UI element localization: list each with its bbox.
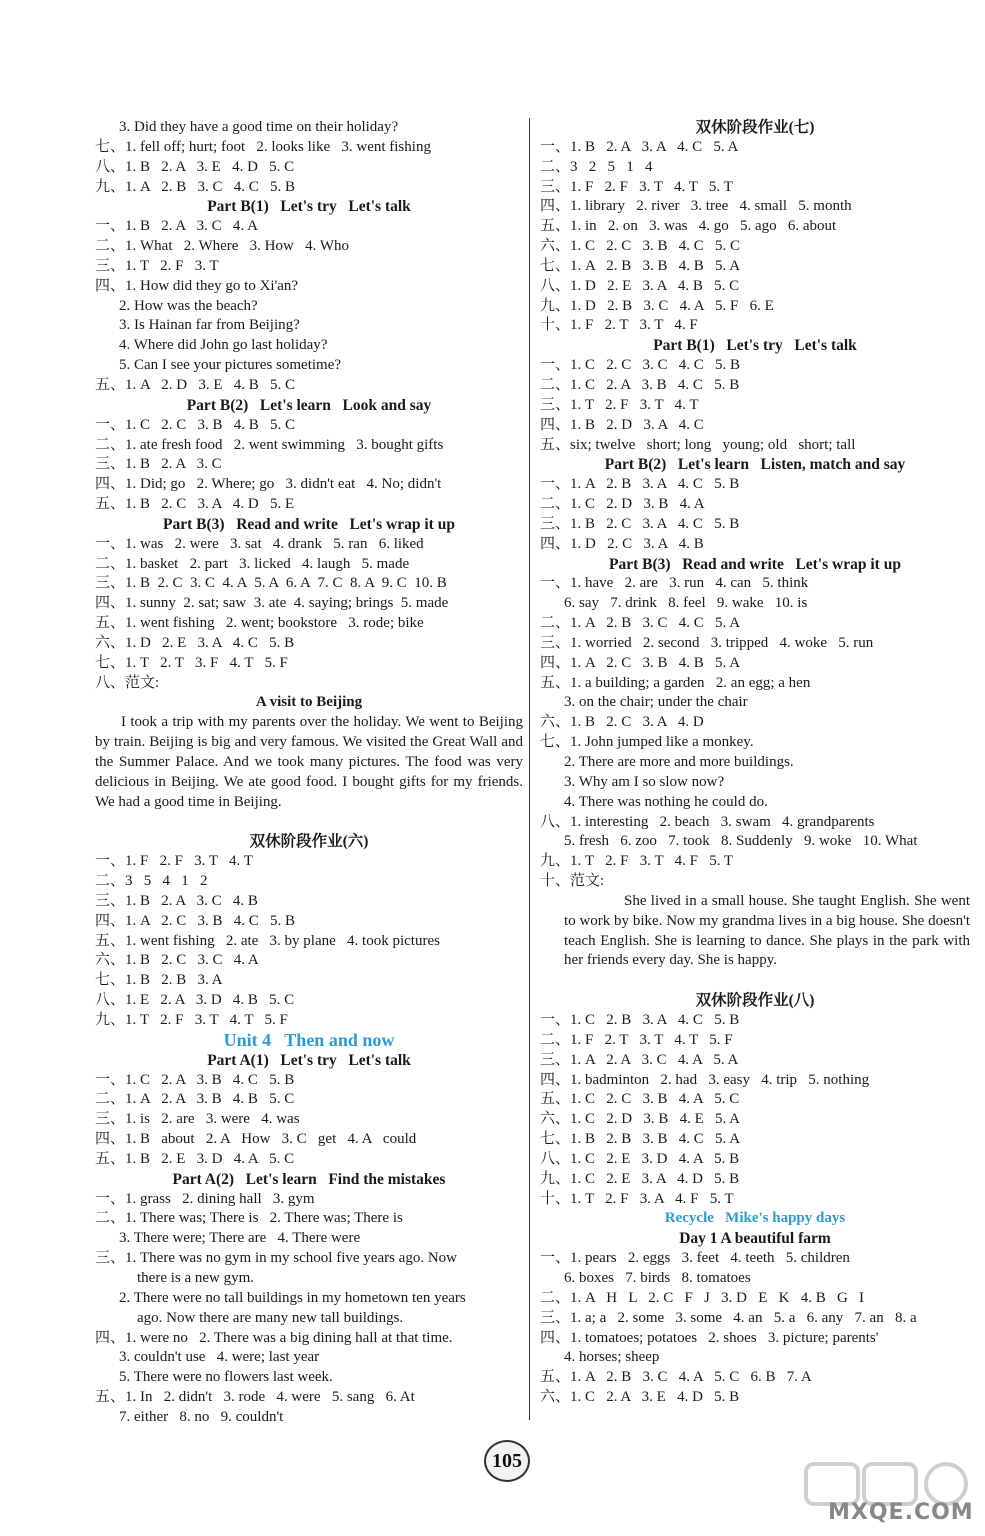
answer-line: 5. Can I see your pictures sometime? — [119, 357, 342, 374]
answer-line: 四、1. library 2. river 3. tree 4. small 5. month — [540, 198, 852, 215]
answer-line: 6. boxes 7. birds 8. tomatoes — [564, 1269, 751, 1286]
answer-line: 四、1. B about 2. A How 3. C get 4. A could — [95, 1131, 417, 1148]
answer-line: 四、1. tomatoes; potatoes 2. shoes 3. picture; parents' — [540, 1329, 879, 1346]
recycle-title: Recycle Mike's happy days — [664, 1210, 846, 1227]
answer-line: 二、1. A 2. B 3. C 4. C 5. A — [540, 615, 741, 632]
section-heading: Part B(3) Read and write Let's wrap it up — [163, 515, 455, 533]
answer-line: 五、1. B 2. C 3. A 4. D 5. E — [95, 496, 295, 513]
answer-line: 5. fresh 6. zoo 7. took 8. Suddenly 9. woke 10. What — [564, 833, 918, 850]
section-heading: Day 1 A beautiful farm — [679, 1230, 831, 1248]
answer-line: 一、1. C 2. A 3. B 4. C 5. B — [95, 1071, 295, 1088]
answer-line: 二、1. There was; There is 2. There was; There is — [95, 1210, 403, 1227]
answer-line: 二、1. F 2. T 3. T 4. T 5. F — [540, 1031, 733, 1048]
answer-line: 五、six; twelve short; long young; old short; tall — [540, 436, 856, 453]
answer-line: 九、1. T 2. F 3. T 4. F 5. T — [540, 853, 734, 870]
answer-line: 三、1. T 2. F 3. T 4. T — [540, 396, 699, 413]
answer-line: 4. There was nothing he could do. — [564, 793, 768, 810]
answer-line: 三、1. F 2. F 3. T 4. T 5. T — [540, 178, 733, 195]
answer-line: 六、1. D 2. E 3. A 4. C 5. B — [95, 634, 295, 651]
answer-line: 五、1. A 2. B 3. C 4. A 5. C 6. B 7. A — [540, 1369, 812, 1386]
answer-line: 三、1. A 2. A 3. C 4. A 5. A — [540, 1051, 739, 1068]
answer-line: 四、1. badminton 2. had 3. easy 4. trip 5. nothing — [540, 1071, 870, 1088]
answer-line: 二、1. A H L 2. C F J 3. D E K 4. B G I — [540, 1289, 865, 1306]
answer-line: 四、1. were no 2. There was a big dining hall at that time. — [95, 1329, 453, 1346]
answer-line: 六、1. C 2. A 3. E 4. D 5. B — [540, 1389, 740, 1406]
answer-line: 2. There are more and more buildings. — [564, 754, 794, 770]
section-heading: Part A(1) Let's try Let's talk — [207, 1051, 411, 1069]
answer-line: 九、1. T 2. F 3. T 4. T 5. F — [95, 1012, 288, 1028]
answer-line: 五、1. went fishing 2. ate 3. by plane 4. took pictures — [95, 932, 440, 949]
answer-line: 六、1. B 2. C 3. A 4. D — [540, 714, 704, 731]
answer-line: 五、1. B 2. E 3. D 4. A 5. C — [95, 1150, 295, 1167]
watermark-text: MXQE.COM — [828, 1500, 974, 1525]
answer-line: 九、1. D 2. B 3. C 4. A 5. F 6. E — [540, 297, 774, 314]
answer-line: 一、1. pears 2. eggs 3. feet 4. teeth 5. children — [540, 1250, 850, 1267]
answer-line: 6. say 7. drink 8. feel 9. wake 10. is — [564, 595, 808, 612]
answer-line: 二、1. basket 2. part 3. licked 4. laugh 5. made — [95, 555, 410, 572]
answer-line: 三、1. B 2. C 3. C 4. A 5. A 6. A 7. C 8. A 9. C 10. B — [95, 575, 447, 592]
right-column — [540, 118, 970, 1408]
answer-line: 八、1. C 2. E 3. D 4. A 5. B — [540, 1150, 740, 1167]
answer-line: ago. Now there are many new tall buildings. — [137, 1309, 404, 1326]
answer-line: 一、1. A 2. B 3. A 4. C 5. B — [540, 476, 740, 493]
section-heading: 双休阶段作业(七) — [695, 119, 815, 136]
answer-line: 五、1. A 2. D 3. E 4. B 5. C — [95, 376, 296, 393]
essay-title: A visit to Beijing — [255, 694, 363, 711]
column-divider — [529, 118, 530, 1420]
answer-line: 3. Why am I so slow now? — [564, 773, 725, 790]
answer-line: 二、1. C 2. A 3. B 4. C 5. B — [540, 376, 740, 393]
answer-line: 十、1. F 2. T 3. T 4. F — [540, 317, 698, 334]
answer-line: 七、1. A 2. B 3. B 4. B 5. A — [540, 257, 741, 274]
answer-line: 七、1. B 2. B 3. A — [95, 972, 223, 989]
answer-line: 五、1. C 2. C 3. B 4. A 5. C — [540, 1091, 740, 1108]
section-heading: 双休阶段作业(八) — [695, 992, 815, 1010]
answer-line: 三、1. a; a 2. some 3. some 4. an 5. a 6. any 7. an 8. a — [540, 1309, 917, 1326]
answer-line: 五、1. a building; a garden 2. an egg; a hen — [540, 674, 811, 691]
answer-line: 四、1. Did; go 2. Where; go 3. didn't eat 4. No; didn't — [95, 476, 442, 493]
answer-line: 七、1. B 2. B 3. B 4. C 5. A — [540, 1131, 741, 1148]
answer-line: 三、1. B 2. A 3. C 4. B — [95, 892, 258, 909]
answer-line: 一、1. was 2. were 3. sat 4. drank 5. ran 6. liked — [95, 535, 424, 552]
answer-line: 四、1. D 2. C 3. A 4. B — [540, 535, 704, 552]
answer-line: 一、1. have 2. are 3. run 4. can 5. think — [540, 575, 809, 592]
answer-line: 一、1. C 2. B 3. A 4. C 5. B — [540, 1012, 740, 1028]
section-heading: Part B(1) Let's try Let's talk — [207, 198, 411, 216]
section-heading: Part B(1) Let's try Let's talk — [653, 337, 857, 355]
answer-line: 三、1. B 2. A 3. C — [95, 456, 222, 473]
answer-line: 三、1. B 2. C 3. A 4. C 5. B — [540, 515, 740, 532]
answer-line: 2. How was the beach? — [119, 297, 258, 314]
answer-line: 3. Did they have a good time on their holiday? — [119, 119, 399, 135]
answer-line: 七、1. fell off; hurt; foot 2. looks like 3. went fishing — [95, 138, 431, 155]
answer-line: 九、1. A 2. B 3. C 4. C 5. B — [95, 178, 296, 195]
answer-line: 七、1. John jumped like a monkey. — [540, 734, 754, 751]
answer-line: 二、1. C 2. D 3. B 4. A — [540, 496, 705, 513]
section-heading: Part B(2) Let's learn Look and say — [186, 396, 432, 414]
answer-line: 四、1. sunny 2. sat; saw 3. ate 4. saying; brings 5. made — [95, 595, 449, 612]
answer-line: 2. There were no tall buildings in my hometown ten years — [119, 1289, 466, 1306]
sample-essay: I took a trip with my parents over the holiday. We went to Beijing by train. Beijing is big and very famous. We visited the Great Wall and the Summer Palace. And we took many pictures. The food was very delicious in Beijing. We ate good food. I bought gifts for my friends. We had a good time in Beijing. — [95, 714, 523, 810]
answer-line: 六、1. C 2. C 3. B 4. C 5. C — [540, 238, 741, 255]
answer-line: 三、1. is 2. are 3. were 4. was — [95, 1111, 300, 1128]
answer-line: 五、1. In 2. didn't 3. rode 4. were 5. sang 6. At — [95, 1389, 415, 1406]
answer-line: 一、1. B 2. A 3. A 4. C 5. A — [540, 138, 739, 155]
answer-line: 二、3 5 4 1 2 — [95, 873, 208, 890]
answer-line: 四、1. A 2. C 3. B 4. C 5. B — [95, 912, 296, 929]
answer-line: 7. either 8. no 9. couldn't — [119, 1408, 284, 1425]
section-heading: Part A(2) Let's learn Find the mistakes — [172, 1170, 446, 1188]
answer-line: 一、1. grass 2. dining hall 3. gym — [95, 1190, 315, 1207]
answer-line: 3. on the chair; under the chair — [564, 694, 748, 711]
unit-title: Unit 4 Then and now — [223, 1029, 395, 1050]
answer-line: 七、1. T 2. T 3. F 4. T 5. F — [95, 654, 288, 671]
answer-line: 二、1. A 2. A 3. B 4. B 5. C — [95, 1091, 295, 1108]
answer-line: 三、1. T 2. F 3. T — [95, 257, 219, 274]
section-heading: Part B(3) Read and write Let's wrap it up — [609, 555, 901, 573]
answer-line: 五、1. in 2. on 3. was 4. go 5. ago 6. about — [540, 218, 837, 235]
answer-line: 4. Where did John go last holiday? — [119, 337, 328, 354]
section-heading: 双休阶段作业(六) — [249, 833, 369, 851]
answer-line: 3. There were; There are 4. There were — [119, 1230, 361, 1247]
answer-line: 十、1. T 2. F 3. A 4. F 5. T — [540, 1190, 734, 1207]
answer-line: 二、1. ate fresh food 2. went swimming 3. bought gifts — [95, 436, 444, 453]
answer-line: 五、1. went fishing 2. went; bookstore 3. rode; bike — [95, 615, 424, 632]
answer-line: 六、1. C 2. D 3. B 4. E 5. A — [540, 1111, 741, 1128]
answer-line: 三、1. There was no gym in my school five years ago. Now — [95, 1250, 458, 1267]
answer-line: 一、1. F 2. F 3. T 4. T — [95, 853, 253, 870]
answer-line: 二、3 2 5 1 4 — [540, 158, 653, 175]
answer-line: 六、1. B 2. C 3. C 4. A — [95, 952, 259, 969]
answer-line: 八、范文: — [95, 674, 160, 691]
answer-line: 四、1. B 2. D 3. A 4. C — [540, 416, 704, 433]
answer-line: 八、1. D 2. E 3. A 4. B 5. C — [540, 277, 740, 294]
answer-line: 4. horses; sheep — [564, 1349, 660, 1366]
answer-line: 四、1. A 2. C 3. B 4. B 5. A — [540, 654, 741, 671]
answer-line: 一、1. C 2. C 3. B 4. B 5. C — [95, 416, 296, 433]
answer-line: 一、1. B 2. A 3. C 4. A — [95, 218, 258, 235]
page-number: 105 — [484, 1440, 530, 1482]
answer-line: 十、范文: — [540, 873, 605, 890]
answer-line: 二、1. What 2. Where 3. How 4. Who — [95, 238, 349, 255]
answer-line: 一、1. C 2. C 3. C 4. C 5. B — [540, 357, 741, 374]
answer-line: 三、1. worried 2. second 3. tripped 4. woke 5. run — [540, 634, 874, 651]
answer-line: there is a new gym. — [137, 1269, 255, 1286]
answer-line: 四、1. How did they go to Xi'an? — [95, 277, 299, 294]
answer-line: 5. There were no flowers last week. — [119, 1369, 333, 1386]
answer-line: 八、1. E 2. A 3. D 4. B 5. C — [95, 992, 295, 1009]
answer-line: 八、1. interesting 2. beach 3. swam 4. grandparents — [540, 813, 875, 830]
sample-essay: She lived in a small house. She taught English. She went to work by bike. Now my grandma lives in a big house. She doesn't teach English. She is learning to dance. She plays in the park with her friends every day. She is happy. — [564, 892, 970, 969]
answer-line: 3. Is Hainan far from Beijing? — [119, 317, 300, 334]
answer-line: 3. couldn't use 4. were; last year — [119, 1349, 320, 1366]
answer-line: 八、1. B 2. A 3. E 4. D 5. C — [95, 158, 295, 175]
answer-line: 九、1. C 2. E 3. A 4. D 5. B — [540, 1170, 740, 1187]
section-heading: Part B(2) Let's learn Listen, match and say — [604, 456, 906, 474]
left-column — [95, 118, 523, 1428]
